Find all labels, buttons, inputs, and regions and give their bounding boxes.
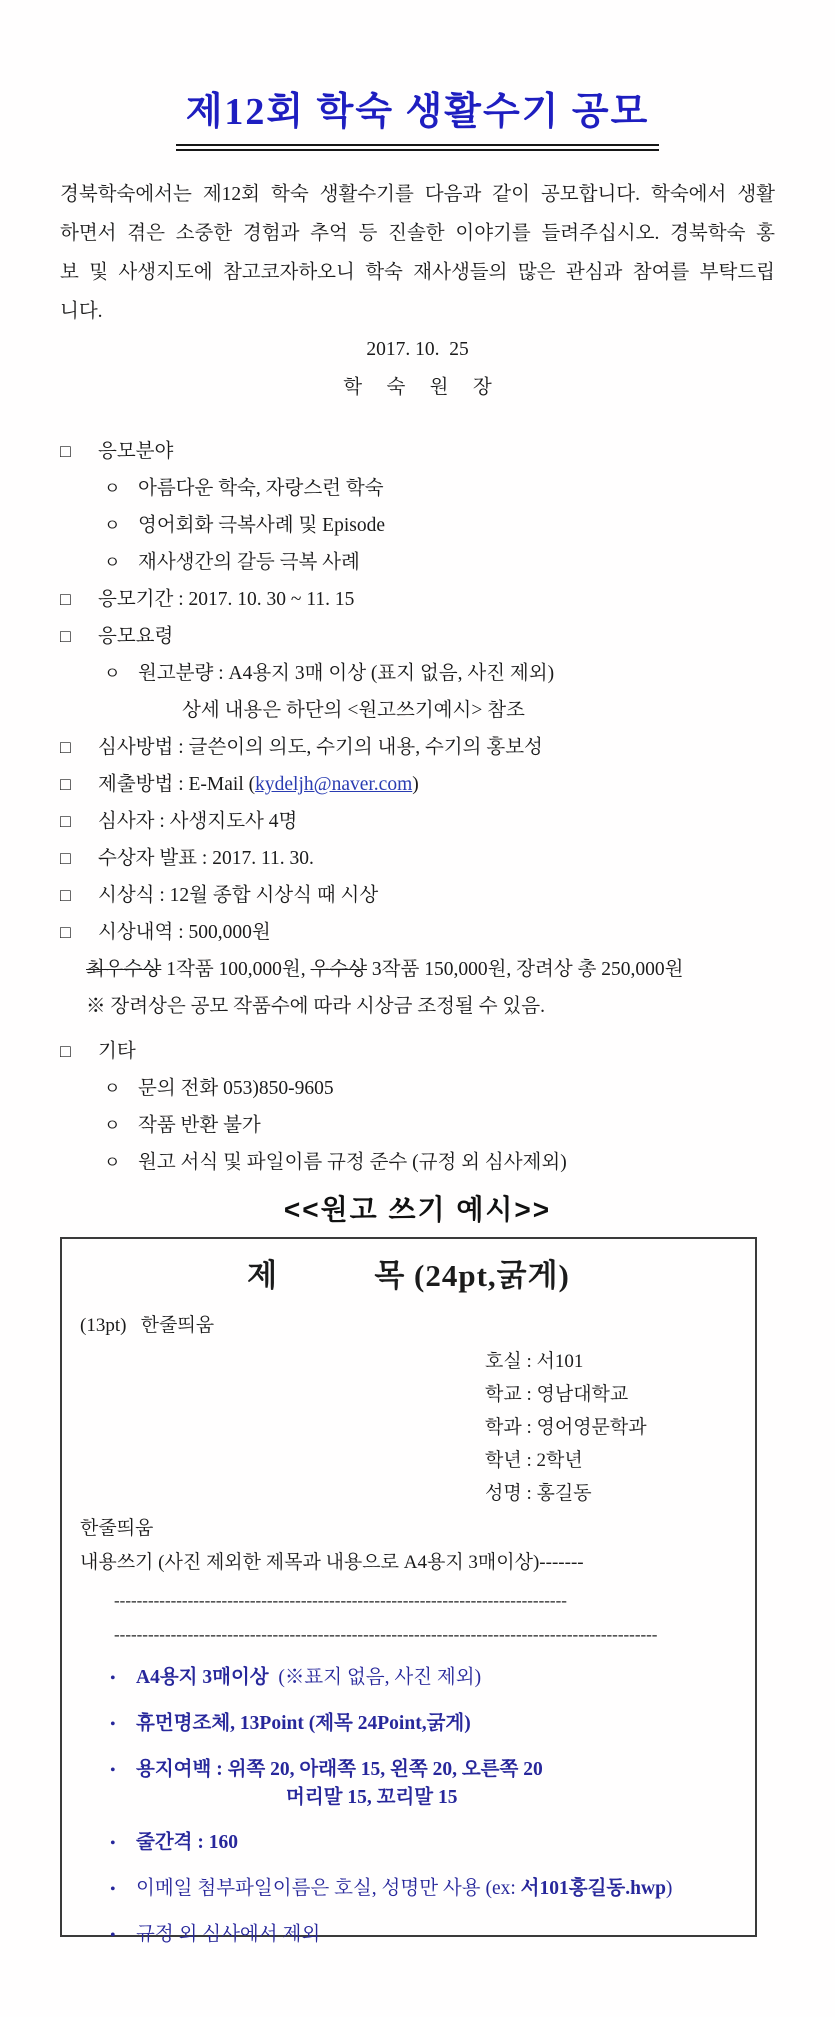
info-school: 학교 : 영남대학교	[485, 1384, 629, 1405]
prize-rest: 3작품 150,000원, 장려상 총 250,000원	[367, 959, 684, 980]
submit-label-post: )	[412, 774, 419, 795]
example-heading: <<원고 쓰기 예시>>	[283, 1194, 552, 1225]
checkbox-icon: □	[60, 811, 71, 831]
circle-bullet-icon: ㅇ	[104, 1116, 121, 1135]
info-name: 성명 : 홍길동	[485, 1483, 592, 1504]
bullet-icon: •	[110, 1716, 116, 1733]
rule-filename-post: )	[665, 1878, 673, 1899]
dashed-line: --------------------------------------------------------------------------------	[114, 1592, 567, 1610]
list-subitem	[104, 507, 775, 544]
list-item-submission	[60, 766, 775, 803]
rule-exclusion	[110, 1921, 737, 1950]
rule-pages	[110, 1664, 737, 1693]
date-line: 2017. 10. 25	[366, 339, 469, 360]
list-item-category	[60, 433, 775, 470]
rule-pages-lead: A4용지 3매이상	[136, 1667, 269, 1688]
circle-bullet-icon: ㅇ	[104, 1153, 121, 1172]
rule-label	[136, 1664, 481, 1692]
rule-pages-rest: (※표지 없음, 사진 제외)	[268, 1667, 482, 1688]
list-item-period	[60, 581, 775, 618]
list-item-label: 심사방법 : 글쓴이의 의도, 수기의 내용, 수기의 홍보성	[98, 737, 543, 758]
list-subitem	[104, 1144, 775, 1181]
signer-line: 학 숙 원 장	[343, 377, 492, 398]
list-subitem	[104, 544, 775, 581]
list-item-label: 심사자 : 사생지도사 4명	[98, 811, 298, 832]
list-subitem	[104, 1107, 775, 1144]
notice-list	[60, 433, 775, 1181]
rule-margins	[110, 1756, 737, 1812]
prize-note: ※ 장려상은 공모 작품수에 따라 시상금 조정될 수 있음.	[86, 996, 545, 1017]
list-continuation	[182, 692, 775, 729]
format-rules-list	[80, 1664, 737, 1950]
content-instruction: 내용쓰기 (사진 제외한 제목과 내용으로 A4용지 3매이상)-------	[80, 1552, 584, 1573]
list-item-etc	[60, 1033, 775, 1070]
prize-excellent: 우수상	[310, 959, 368, 980]
list-item-label: 응모분야	[98, 441, 174, 462]
rule-filename-pre: 이메일 첨부파일이름은 호실, 성명만 사용 (ex:	[136, 1878, 521, 1899]
checkbox-icon: □	[60, 848, 71, 868]
list-item-label: 영어회화 극복사례 및 Episode	[138, 515, 385, 536]
blank-line-note: 한줄띄움	[80, 1518, 154, 1539]
bullet-icon: •	[110, 1762, 116, 1779]
list-subitem	[104, 470, 775, 507]
bullet-icon: •	[110, 1881, 116, 1898]
checkbox-icon: □	[60, 1041, 71, 1061]
list-subitem	[104, 1070, 775, 1107]
list-item-announcement	[60, 840, 775, 877]
list-item-prize	[60, 914, 775, 951]
list-item-label: 시상내역 : 500,000원	[98, 922, 271, 943]
list-item-judges	[60, 803, 775, 840]
bullet-icon: •	[110, 1670, 116, 1687]
checkbox-icon: □	[60, 922, 71, 942]
submit-label-pre: 제출방법 : E-Mail (	[98, 774, 256, 795]
prize-detail-line	[86, 951, 775, 988]
rule-margins-line1: 용지여백 : 위쪽 20, 아래쪽 15, 왼쪽 20, 오른쪽 20	[136, 1759, 543, 1780]
list-item-label: 수상자 발표 : 2017. 11. 30.	[98, 848, 314, 869]
list-item-label: 원고 서식 및 파일이름 규정 준수 (규정 외 심사제외)	[138, 1152, 567, 1173]
size-note: (13pt) 한줄띄움	[80, 1315, 215, 1336]
list-item-label	[98, 766, 419, 803]
rule-filename-example: 서101홍길동.hwp	[520, 1878, 666, 1899]
info-major: 학과 : 영어영문학과	[485, 1417, 647, 1438]
example-box	[60, 1237, 757, 1945]
rule-label	[136, 1875, 672, 1903]
list-item-label: 아름다운 학숙, 자랑스런 학숙	[138, 478, 384, 499]
circle-bullet-icon: ㅇ	[104, 1079, 121, 1098]
list-item-label: 원고분량 : A4용지 3매 이상 (표지 없음, 사진 제외)	[138, 663, 555, 684]
info-room: 호실 : 서101	[485, 1351, 584, 1372]
dashed-line: ------------------------------------------------------------------------------------------------	[114, 1626, 658, 1644]
checkbox-icon: □	[60, 885, 71, 905]
rule-label	[136, 1756, 543, 1812]
email-link[interactable]: kydeljh@naver.com	[255, 774, 413, 795]
bullet-icon: •	[110, 1835, 116, 1852]
circle-bullet-icon: ㅇ	[104, 664, 121, 683]
rule-linespacing	[110, 1829, 737, 1858]
circle-bullet-icon: ㅇ	[104, 553, 121, 572]
bullet-icon: •	[110, 1927, 116, 1944]
rule-label: 줄간격 : 160	[136, 1832, 239, 1853]
list-item-label: 재사생간의 갈등 극복 사례	[138, 552, 360, 573]
circle-bullet-icon: ㅇ	[104, 516, 121, 535]
checkbox-icon: □	[60, 589, 71, 609]
author-info-block	[485, 1345, 737, 1510]
checkbox-icon: □	[60, 441, 71, 461]
list-item-label: 응모기간 : 2017. 10. 30 ~ 11. 15	[98, 589, 355, 610]
list-item-label: 응모요령	[98, 626, 174, 647]
checkbox-icon: □	[60, 774, 71, 794]
list-item-label: 작품 반환 불가	[138, 1115, 261, 1136]
prize-note-line	[86, 988, 775, 1025]
list-item-guideline	[60, 618, 775, 655]
example-title: 제 목 (24pt,굵게)	[247, 1258, 570, 1293]
intro-paragraph: 경북학숙에서는 제12회 학숙 생활수기를 다음과 같이 공모합니다. 학숙에서 생활하면서 겪은 소중한 경험과 추억 등 진솔한 이야기를 들려주십시오. 경북학숙 홍보 및 사생지도에 참고코자하오니 학숙 재사생들의 많은 관심과 참여를 부탁드립니다.	[60, 184, 775, 322]
info-year: 학년 : 2학년	[485, 1450, 583, 1471]
rule-label: 휴먼명조체, 13Point (제목 24Point,굵게)	[136, 1713, 471, 1734]
rule-font	[110, 1710, 737, 1739]
rule-margins-line2: 머리말 15, 꼬리말 15	[286, 1787, 458, 1808]
list-item-label: 기타	[98, 1041, 136, 1062]
checkbox-icon: □	[60, 626, 71, 646]
list-item-label: 시상식 : 12월 종합 시상식 때 시상	[98, 885, 379, 906]
list-subitem	[104, 655, 775, 692]
circle-bullet-icon: ㅇ	[104, 479, 121, 498]
rule-label: 규정 외 심사에서 제외	[136, 1924, 321, 1945]
checkbox-icon: □	[60, 737, 71, 757]
prize-detail	[86, 951, 683, 988]
list-item-label: 문의 전화 053)850-9605	[138, 1078, 334, 1099]
list-item-ceremony	[60, 877, 775, 914]
list-item-judging	[60, 729, 775, 766]
prize-grand-amount: 1작품 100,000원,	[161, 959, 311, 980]
title-wrap	[60, 0, 775, 151]
list-item-label: 상세 내용은 하단의 <원고쓰기예시> 참조	[182, 700, 525, 721]
page-title: 제12회 학숙 생활수기 공모	[176, 80, 660, 151]
rule-filename	[110, 1875, 737, 1904]
prize-grand: 최우수상	[86, 959, 162, 980]
